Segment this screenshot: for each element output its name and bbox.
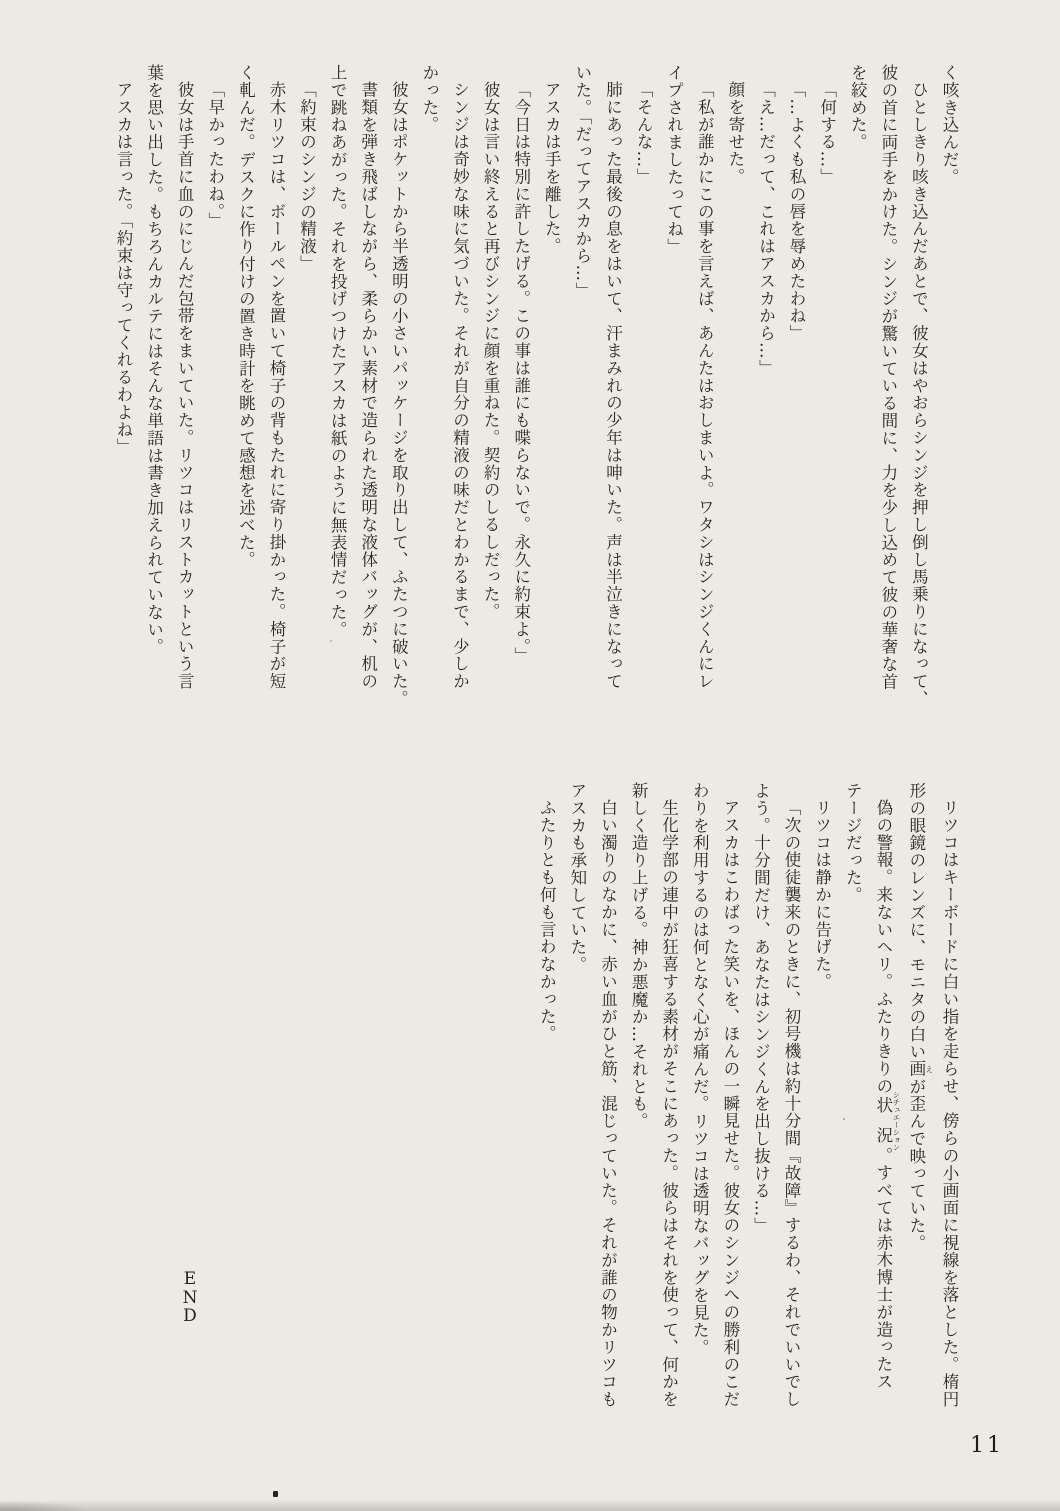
text-column: 生化学部の連中が狂喜する素材がそこにあった。彼らはそれを使って、何かを [659,798,679,1408]
ruby-annotated-word: 状況 シチュエーション [873,1090,901,1151]
text-column: 「約束のシンジの精液」 [297,80,317,272]
text-column: 彼女は言い終えると再びシンジに顔を重ねた。契約のしるしだった。 [481,80,501,620]
text-column: 「何する…」 [817,80,837,185]
scan-edge-shadow [0,1499,1060,1511]
scan-smudge [0,1501,90,1511]
text-column: を絞めた。 [848,64,868,151]
text-column: 赤木リツコは、ボールペンを置いて椅子の背もたれに寄り掛かった。椅子が短 [266,80,286,690]
text-column: 「そんな…」 [634,80,654,185]
text-column: 顔を寄せた。 [725,80,745,185]
text-column: アスカも承知していた。 [567,782,587,974]
text-column: 葉を思い出した。もちろんカルテにはそんな単語は書き加えられていない。 [144,64,164,656]
text-column: リツコは静かに告げた。 [812,798,832,990]
text-column: 「え…だって、これはアスカから…」 [756,80,776,377]
scan-speck [843,1118,845,1120]
text-column: よう。十分間だけ、あなたはシンジくんを出し抜ける…」 [751,782,771,1235]
text-column: く咳き込んだ。 [940,64,959,186]
text-column: シンジは奇妙な味に気づいた。それが自分の精液の味だとわかるまで、少しか [450,80,470,690]
text-column: 「今日は特別に許したげる。この事は誰にも喋らないで。永久に約束よ。」 [511,80,531,664]
text-column: テージだった。 [843,782,863,904]
story-text-lower-block [530,782,964,1448]
scan-speck [330,640,332,642]
text-column: 彼女はポケットから半透明の小さいパッケージを取り出して、ふたつに破いた。 [389,80,409,707]
text-column: 「私が誰かにこの事を言えば、あんたはおしまいよ。ワタシはシンジくんにレ [695,80,715,690]
text-column: 「次の使徒襲来のときに、初号機は約十分間『故障』するわ、それでいいでし [782,798,802,1408]
text-column: 形の眼鏡のレンズに、モニタの白い画 えが歪んで映っていた。 [906,782,934,1252]
end-marker: END [182,1269,198,1327]
text-column: 書類を弾き飛ばしながら、柔らかい素材で造られた透明な液体バッグが、机の [358,80,378,690]
text-column: イプされましたってね」 [664,64,684,256]
page-number: 11 [970,1433,1004,1458]
ruby-annotated-word: 画 え [906,1060,934,1078]
text-column: 新しく造り上げる。神か悪魔か…それとも。 [629,782,649,1130]
text-column: ふたりとも何も言わなかった。 [537,798,557,1043]
text-column: アスカは手を離した。 [542,80,562,255]
text-column: 「早かったわね。」 [205,80,225,229]
text-column: アスカはこわばった笑いを、ほんの一瞬見せた。彼女のシンジへの勝利のこだ [720,798,740,1408]
text-column: 上で跳ねあがった。それを投げつけたアスカは紙のように無表情だった。 [328,64,348,639]
text-column: わりを利用するのは何となく心が痛んだ。リツコは透明なバッグを見た。 [690,782,710,1357]
text-column: 偽の警報。来ないヘリ。ふたりきりの状況 シチュエーション。すべては赤木博士が造ったス [873,798,901,1390]
text-column: アスカは言った。「約束は守ってくれるわよね」 [113,80,133,456]
text-column: く軋んだ。デスクに作り付けの置き時計を眺めて感想を述べた。 [236,64,256,569]
text-column: リツコはキーボードに白い指を走らせ、傍らの小画面に視線を落とした。楕円 [940,798,959,1408]
story-text-upper-block [98,64,964,726]
text-column: いた。「だってアスカから…」 [572,64,592,300]
scan-speck [273,1491,278,1497]
text-column: 「…よくも私の唇を辱めたわね」 [787,80,807,342]
text-column: かった。 [419,64,439,134]
text-column: 白い濁りのなかに、赤い血がひと筋、混じっていた。それが誰の物かリツコも [598,798,618,1408]
text-column: 彼の首に両手をかけた。シンジが驚いている間に、力を少し込めて彼の華奢な首 [878,64,898,691]
text-column: ひとしきり咳き込んだあとで、彼女はやおらシンジを押し倒し馬乗りになって、 [909,80,929,707]
text-column: 彼女は手首に血のにじんだ包帯をまいていた。リツコはリストカットという言 [175,80,195,690]
text-column: 肺にあった最後の息をはいて、汗まみれの少年は呻いた。声は半泣きになって [603,80,623,690]
